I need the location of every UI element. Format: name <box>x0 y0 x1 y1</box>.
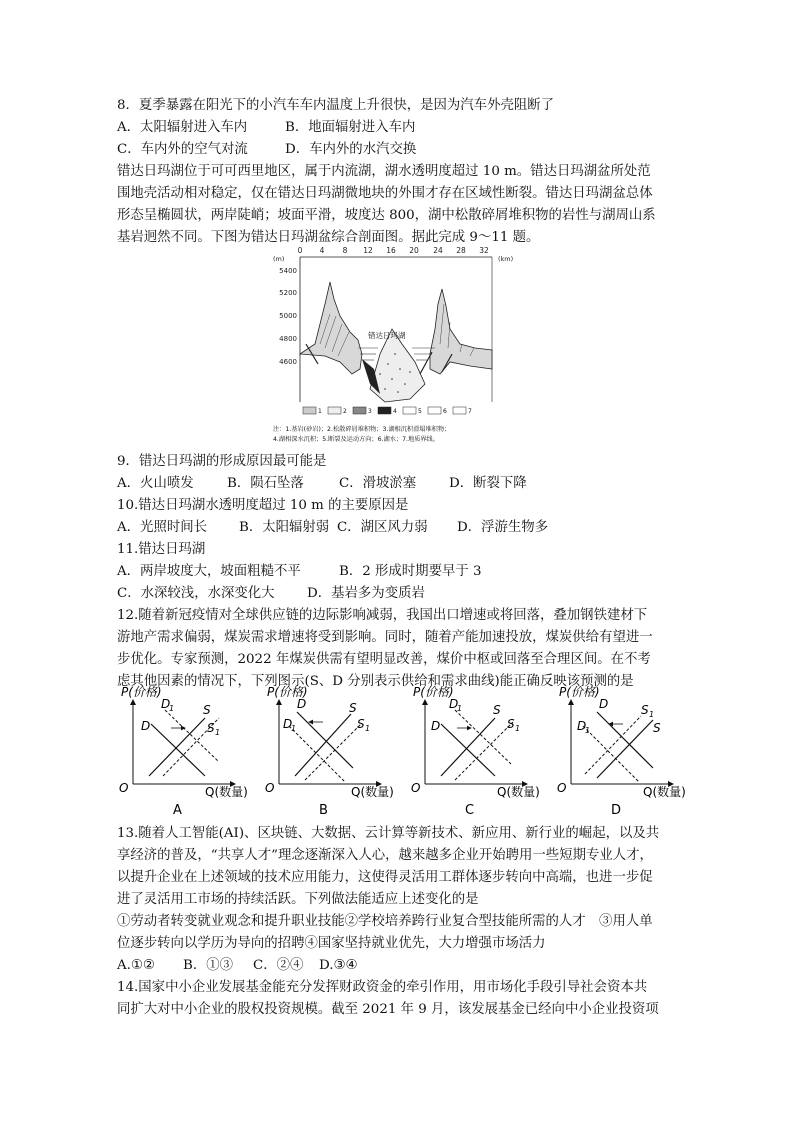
graph-c <box>411 685 540 818</box>
q13-option-d: D.③④ <box>319 958 358 973</box>
q10-option-a: A．光照时间长 <box>117 520 208 535</box>
svg-text:P(价格): P(价格) <box>121 685 162 699</box>
q13-line: 以提升企业在上述领域的技术应用能力，这使得灵活用工群体逐步转向中高端，也进一步促 <box>117 870 653 885</box>
svg-text:3: 3 <box>368 408 372 415</box>
svg-text:1: 1 <box>291 724 297 733</box>
svg-text:D: D <box>283 717 293 731</box>
graph-b <box>265 685 394 818</box>
svg-text:1: 1 <box>365 724 371 733</box>
q13-option-b: B．①③ <box>183 958 234 973</box>
q8-option-c: C．车内外的空气对流 <box>117 142 248 157</box>
q10-option-c: C．湖区风力弱 <box>337 520 428 535</box>
q13-line: 位逐步转向以学历为导向的招聘④国家坚持就业优先，大力增强市场活力 <box>117 936 546 951</box>
q10-option-b: B．太阳辐射弱 <box>239 520 330 535</box>
svg-text:1: 1 <box>457 704 463 713</box>
top-tick-label: 16 <box>386 246 396 255</box>
top-tick-label: 8 <box>342 246 348 255</box>
svg-text:P(价格): P(价格) <box>559 685 600 699</box>
svg-text:S: S <box>641 703 649 717</box>
q12-line: 步优化。专家预测，2022 年煤炭供需有望明显改善，煤价中枢或回落至合理区间。在不考 <box>117 652 651 667</box>
profile-note: 注：1.基岩(砂岩)；2.松散碎屑堆积物；3.湖相沉积滑塌堆积物； <box>273 426 451 433</box>
q13-option-c: C．②④ <box>253 958 304 973</box>
svg-text:7: 7 <box>468 408 472 415</box>
q8-stem: 8．夏季暴露在阳光下的小汽车车内温度上升很快，是因为汽车外壳阻断了 <box>117 98 555 113</box>
q12-line: 游地产需求偏弱，煤炭需求增速将受到影响。同时，随着产能加速投放，煤炭供给有望进一 <box>117 630 653 645</box>
svg-text:O: O <box>557 781 567 795</box>
q11-option-b: B．2 形成时期要早于 3 <box>339 564 482 579</box>
svg-text:D: D <box>599 697 609 711</box>
q12-line: 12.随着新冠疫情对全球供应链的边际影响减弱，我国出口增速或将回落，叠加钢铁建材下 <box>117 608 648 623</box>
svg-text:D: D <box>577 719 587 733</box>
svg-text:Q(数量): Q(数量) <box>643 785 686 799</box>
svg-text:Q(数量): Q(数量) <box>497 785 540 799</box>
q13-line: 进了灵活用工市场的持续活跃。下列做法能适应上述变化的是 <box>117 892 479 907</box>
graph-a <box>119 685 248 818</box>
q11-option-d: D．基岩多为变质岩 <box>307 586 425 601</box>
svg-text:4: 4 <box>393 408 397 415</box>
q11-options <box>117 561 482 583</box>
q10-option-d: D．浮游生物多 <box>457 520 549 535</box>
lake-profile-figure <box>270 244 514 449</box>
q12-line: 虑其他因素的情况下，下列图示(S、D 分别表示供给和需求曲线)能正确反映该预测的是 <box>117 674 634 689</box>
q11-stem: 11.错达日玛湖 <box>117 542 206 557</box>
svg-text:1: 1 <box>585 726 591 735</box>
q8-options <box>117 117 415 139</box>
y-tick-label: 4600 <box>279 358 297 366</box>
top-tick-label: 28 <box>456 246 466 255</box>
svg-text:C: C <box>465 803 475 818</box>
svg-text:O: O <box>265 781 275 795</box>
svg-text:B: B <box>319 803 328 818</box>
passage-line: 围地壳活动相对稳定，仅在错达日玛湖微地块的外围才存在区域性断裂。错达日玛湖盆总体 <box>117 186 653 201</box>
top-unit: (km) <box>498 255 514 263</box>
svg-text:P(价格): P(价格) <box>413 685 454 699</box>
svg-text:1: 1 <box>318 408 322 415</box>
svg-text:D: D <box>141 719 151 733</box>
q8-options-2 <box>117 139 416 161</box>
q11-option-c: C．水深较浅，水深变化大 <box>117 586 275 601</box>
passage-line: 形态呈椭圆状，两岸陡峭；坡面平滑，坡度达 800，湖中松散碎屑堆积物的岩性与湖周山系 <box>117 208 656 223</box>
q14-line: 同扩大对中小企业的股权投资规模。截至 2021 年 9 月，该发展基金已经向中小企业投资项 <box>117 1002 659 1017</box>
q8-option-a: A．太阳辐射进入车内 <box>117 120 248 135</box>
passage-line: 错达日玛湖位于可可西里地区，属于内流湖，湖水透明度超过 10 m。错达日玛湖盆所处范 <box>117 164 651 179</box>
svg-text:S: S <box>207 721 215 735</box>
svg-text:S: S <box>357 717 365 731</box>
q9-options <box>117 473 527 495</box>
svg-text:1: 1 <box>215 728 221 737</box>
graph-d <box>557 685 686 818</box>
svg-text:S: S <box>349 701 357 715</box>
profile-note: 4.湖相深水沉积；5.断裂及运动方向；6.湖水；7.地质界线。 <box>273 436 439 443</box>
q14-line: 14.国家中小企业发展基金能充分发挥财政资金的牵引作用，用市场化手段引导社会资本共 <box>117 980 648 995</box>
profile-legend <box>303 407 472 415</box>
svg-text:2: 2 <box>343 408 347 415</box>
svg-text:P(价格): P(价格) <box>267 685 308 699</box>
svg-text:Q(数量): Q(数量) <box>351 785 394 799</box>
svg-text:5: 5 <box>418 408 422 415</box>
svg-text:1: 1 <box>515 724 521 733</box>
top-tick-label: 20 <box>409 246 419 255</box>
svg-text:S: S <box>493 703 501 717</box>
svg-text:O: O <box>411 781 421 795</box>
svg-text:D: D <box>161 697 171 711</box>
svg-text:O: O <box>119 781 129 795</box>
left-mountain-shape <box>300 282 362 374</box>
q8-option-d: D．车内外的水汽交换 <box>285 142 417 157</box>
y-tick-label: 4800 <box>279 335 297 343</box>
svg-text:D: D <box>431 719 441 733</box>
y-tick-label: 5400 <box>279 267 297 275</box>
svg-text:A: A <box>173 803 182 818</box>
svg-text:S: S <box>653 721 661 735</box>
lake-label: 错达日玛湖 <box>368 331 406 340</box>
svg-text:6: 6 <box>443 408 447 415</box>
top-tick-label: 12 <box>363 246 373 255</box>
svg-text:D: D <box>611 803 622 818</box>
y-unit: (m) <box>273 255 285 263</box>
y-tick-label: 5200 <box>279 289 297 297</box>
top-tick-label: 0 <box>297 246 303 255</box>
q11-options-2 <box>117 583 425 605</box>
svg-text:D: D <box>297 697 307 711</box>
q9-stem: 9．错达日玛湖的形成原因最可能是 <box>117 454 327 469</box>
q9-option-a: A．火山喷发 <box>117 476 194 491</box>
q13-options <box>117 955 358 977</box>
supply-demand-graphs <box>115 684 685 820</box>
q13-line: 13.随着人工智能(AI)、区块链、大数据、云计算等新技术、新应用、新行业的崛起，以及共 <box>117 826 660 841</box>
q11-option-a: A．两岸坡度大，坡面粗糙不平 <box>117 564 301 579</box>
q10-stem: 10.错达日玛湖水透明度超过 10 m 的主要原因是 <box>117 498 409 513</box>
q9-option-c: C．滑坡淤塞 <box>339 476 417 491</box>
svg-text:D: D <box>449 697 459 711</box>
q13-line: 享经济的普及，“共享人才”理念逐渐深入人心，越来越多企业开始聘用一些短期专业人才， <box>117 848 653 863</box>
svg-text:1: 1 <box>649 710 655 719</box>
top-tick-label: 32 <box>479 246 489 255</box>
q9-option-d: D．断裂下降 <box>449 476 527 491</box>
top-tick-label: 24 <box>433 246 443 255</box>
right-mountain-shape <box>430 289 492 374</box>
q13-option-a: A.①② <box>117 958 155 973</box>
svg-text:S: S <box>507 717 515 731</box>
svg-text:Q(数量): Q(数量) <box>205 785 248 799</box>
svg-text:S: S <box>203 703 211 717</box>
q9-option-b: B．陨石坠落 <box>227 476 304 491</box>
q8-option-b: B．地面辐射进入车内 <box>285 120 416 135</box>
top-tick-label: 4 <box>319 246 325 255</box>
q10-options <box>117 517 548 539</box>
passage-line: 基岩迥然不同。下图为错达日玛湖盆综合剖面图。据此完成 9～11 题。 <box>117 230 540 245</box>
svg-text:1: 1 <box>169 704 175 713</box>
y-tick-label: 5000 <box>279 312 297 320</box>
q13-line: ①劳动者转变就业观念和提升职业技能②学校培养跨行业复合型技能所需的人才 ③用人单 <box>117 914 653 929</box>
